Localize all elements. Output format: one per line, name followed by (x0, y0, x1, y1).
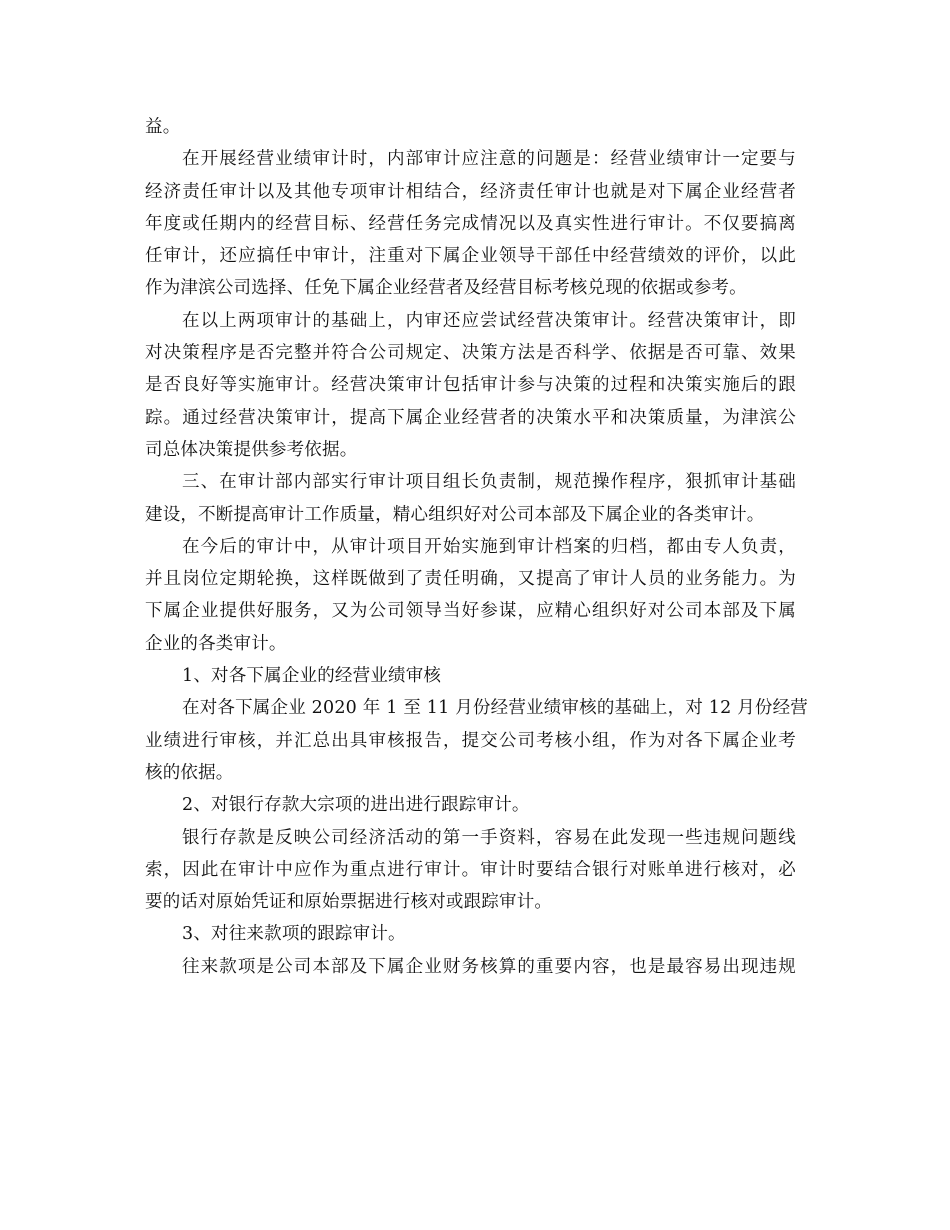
text-line: 益。 (145, 117, 181, 137)
text-line: 核的依据。 (145, 762, 234, 783)
paragraph-first-line: 在今后的审计中，从审计项目开始实施到审计档案的归档，都由专人负责， (182, 536, 796, 557)
text-line: 要的话对原始凭证和原始票据进行核对或跟踪审计。 (145, 892, 553, 913)
paragraph-first-line: 在开展经营业绩审计时，内部审计应注意的问题是：经营业绩审计一定要与 (182, 149, 796, 170)
paragraph-first-line: 在对各下属企业 2020 年 1 至 11 月份经营业绩审核的基础上，对 12 月份经营 (182, 698, 809, 719)
text-line: 对决策程序是否完整并符合公司规定、决策方法是否科学、依据是否可靠、效果 (145, 343, 796, 364)
document-page (145, 111, 809, 983)
text-line: 年度或任期内的经营目标、经营任务完成情况以及真实性进行审计。不仅要搞离 (145, 213, 796, 234)
text-line: 踪。通过经营决策审计，提高下属企业经营者的决策水平和决策质量，为津滨公 (145, 407, 796, 428)
section-heading: 2、对银行存款大宗项的进出进行跟踪审计。 (182, 795, 530, 816)
paragraph-first-line: 往来款项是公司本部及下属企业财务核算的重要内容，也是最容易出现违规 (182, 956, 796, 977)
text-line: 下属企业提供好服务，又为公司领导当好参谋，应精心组织好对公司本部及下属 (145, 601, 796, 622)
text-line: 任审计，还应搞任中审计，注重对下属企业领导干部任中经营绩效的评价，以此 (145, 246, 796, 267)
text-line: 是否良好等实施审计。经营决策审计包括审计参与决策的过程和决策实施后的跟 (145, 375, 796, 396)
text-line: 并且岗位定期轮换，这样既做到了责任明确，又提高了审计人员的业务能力。为 (145, 569, 796, 590)
paragraph-first-line: 在以上两项审计的基础上，内审还应尝试经营决策审计。经营决策审计，即 (182, 310, 796, 331)
text-line: 建设，不断提高审计工作质量，精心组织好对公司本部及下属企业的各类审计。 (145, 504, 765, 525)
paragraph-first-line: 银行存款是反映公司经济活动的第一手资料，容易在此发现一些违规问题线 (182, 827, 796, 848)
section-heading: 1、对各下属企业的经营业绩审核 (182, 666, 442, 687)
text-line: 作为津滨公司选择、任免下属企业经营者及经营目标考核兑现的依据或参考。 (145, 278, 747, 299)
text-line: 企业的各类审计。 (145, 633, 287, 654)
text-line: 索，因此在审计中应作为重点进行审计。审计时要结合银行对账单进行核对，必 (145, 859, 796, 880)
text-line: 司总体决策提供参考依据。 (145, 439, 358, 460)
paragraph-first-line: 三、在审计部内部实行审计项目组长负责制，规范操作程序，狠抓审计基础 (182, 472, 796, 493)
text-line: 业绩进行审核，并汇总出具审核报告，提交公司考核小组，作为对各下属企业考 (145, 730, 796, 751)
text-line: 经济责任审计以及其他专项审计相结合，经济责任审计也就是对下属企业经营者 (145, 181, 796, 202)
section-heading: 3、对往来款项的跟踪审计。 (182, 924, 406, 945)
